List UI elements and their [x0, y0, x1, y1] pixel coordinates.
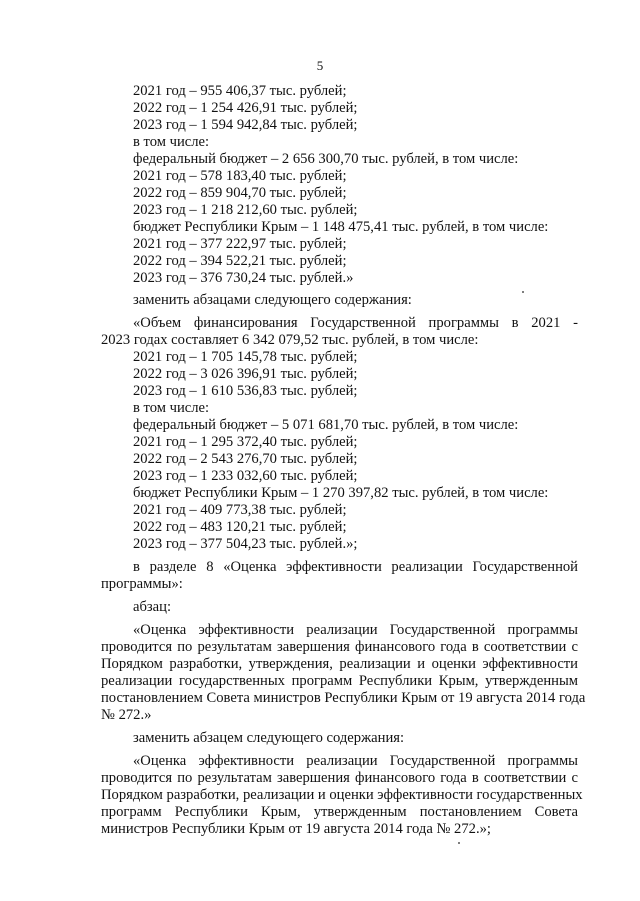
text-line: 2023 год – 1 233 032,60 тыс. рублей; — [133, 468, 358, 484]
text-line: 2022 год – 2 543 276,70 тыс. рублей; — [133, 451, 358, 467]
paragraph-line: проводится по результатам завершения финансового года в соответствии с — [101, 639, 578, 655]
text-line: 2022 год – 1 254 426,91 тыс. рублей; — [133, 100, 358, 116]
text-line: бюджет Республики Крым – 1 270 397,82 тыс. рублей, в том числе: — [133, 485, 549, 501]
text-line: бюджет Республики Крым – 1 148 475,41 тыс. рублей, в том числе: — [133, 219, 549, 235]
text-line: программы»: — [101, 576, 183, 592]
text-line: 2023 год – 1 218 212,60 тыс. рублей; — [133, 202, 358, 218]
scan-speck — [522, 291, 524, 293]
text-line: 2021 год – 377 222,97 тыс. рублей; — [133, 236, 347, 252]
text-line: 2021 год – 578 183,40 тыс. рублей; — [133, 168, 347, 184]
text-line: 2022 год – 3 026 396,91 тыс. рублей; — [133, 366, 358, 382]
text-line: 2023 годах составляет 6 342 079,52 тыс. рублей, в том числе: — [101, 332, 479, 348]
text-line: 2021 год – 1 705 145,78 тыс. рублей; — [133, 349, 358, 365]
text-line: 2023 год – 377 504,23 тыс. рублей.»; — [133, 536, 358, 552]
paragraph-line: реализации государственных программ Республики Крым, утвержденным — [101, 673, 578, 689]
text-line: в том числе: — [133, 134, 210, 150]
paragraph-line: программ Республики Крым, утвержденным постановлением Совета — [101, 804, 578, 820]
paragraph-line: № 272.» — [101, 707, 152, 723]
paragraph-line: министров Республики Крым от 19 августа 2014 года № 272.»; — [101, 821, 491, 837]
text-line: федеральный бюджет – 5 071 681,70 тыс. рублей, в том числе: — [133, 417, 519, 433]
text-line: в том числе: — [133, 400, 210, 416]
paragraph-line: проводится по результатам завершения финансового года в соответствии с — [101, 770, 578, 786]
section-heading-line: в разделе 8 «Оценка эффективности реализации Государственной — [133, 559, 578, 575]
text-line: 2021 год – 1 295 372,40 тыс. рублей; — [133, 434, 358, 450]
funding-line-justified: «Объем финансирования Государственной программы в 2021 - — [133, 315, 578, 331]
paragraph-line: «Оценка эффективности реализации Государственной программы — [133, 622, 578, 638]
text-line: 2023 год – 1 610 536,83 тыс. рублей; — [133, 383, 358, 399]
instruction-line: заменить абзацем следующего содержания: — [133, 730, 405, 746]
instruction-line: абзац: — [133, 599, 172, 615]
paragraph-line: Порядком разработки, реализации и оценки эффективности государственных — [101, 787, 583, 803]
text-line: 2022 год – 394 522,21 тыс. рублей; — [133, 253, 347, 269]
text-line: 2022 год – 483 120,21 тыс. рублей; — [133, 519, 347, 535]
scan-speck — [458, 842, 460, 844]
text-line: 2023 год – 1 594 942,84 тыс. рублей; — [133, 117, 358, 133]
text-line: 2021 год – 409 773,38 тыс. рублей; — [133, 502, 347, 518]
paragraph-line: «Оценка эффективности реализации Государственной программы — [133, 753, 578, 769]
text-line: 2021 год – 955 406,37 тыс. рублей; — [133, 83, 347, 99]
text-line: 2023 год – 376 730,24 тыс. рублей.» — [133, 270, 354, 286]
text-line: федеральный бюджет – 2 656 300,70 тыс. рублей, в том числе: — [133, 151, 519, 167]
text-line: 2022 год – 859 904,70 тыс. рублей; — [133, 185, 347, 201]
paragraph-line: постановлением Совета министров Республики Крым от 19 августа 2014 года — [101, 690, 586, 706]
paragraph-line: Порядком разработки, утверждения, реализации и оценки эффективности — [101, 656, 578, 672]
page-number: 5 — [316, 58, 324, 73]
instruction-line: заменить абзацами следующего содержания: — [133, 292, 412, 308]
